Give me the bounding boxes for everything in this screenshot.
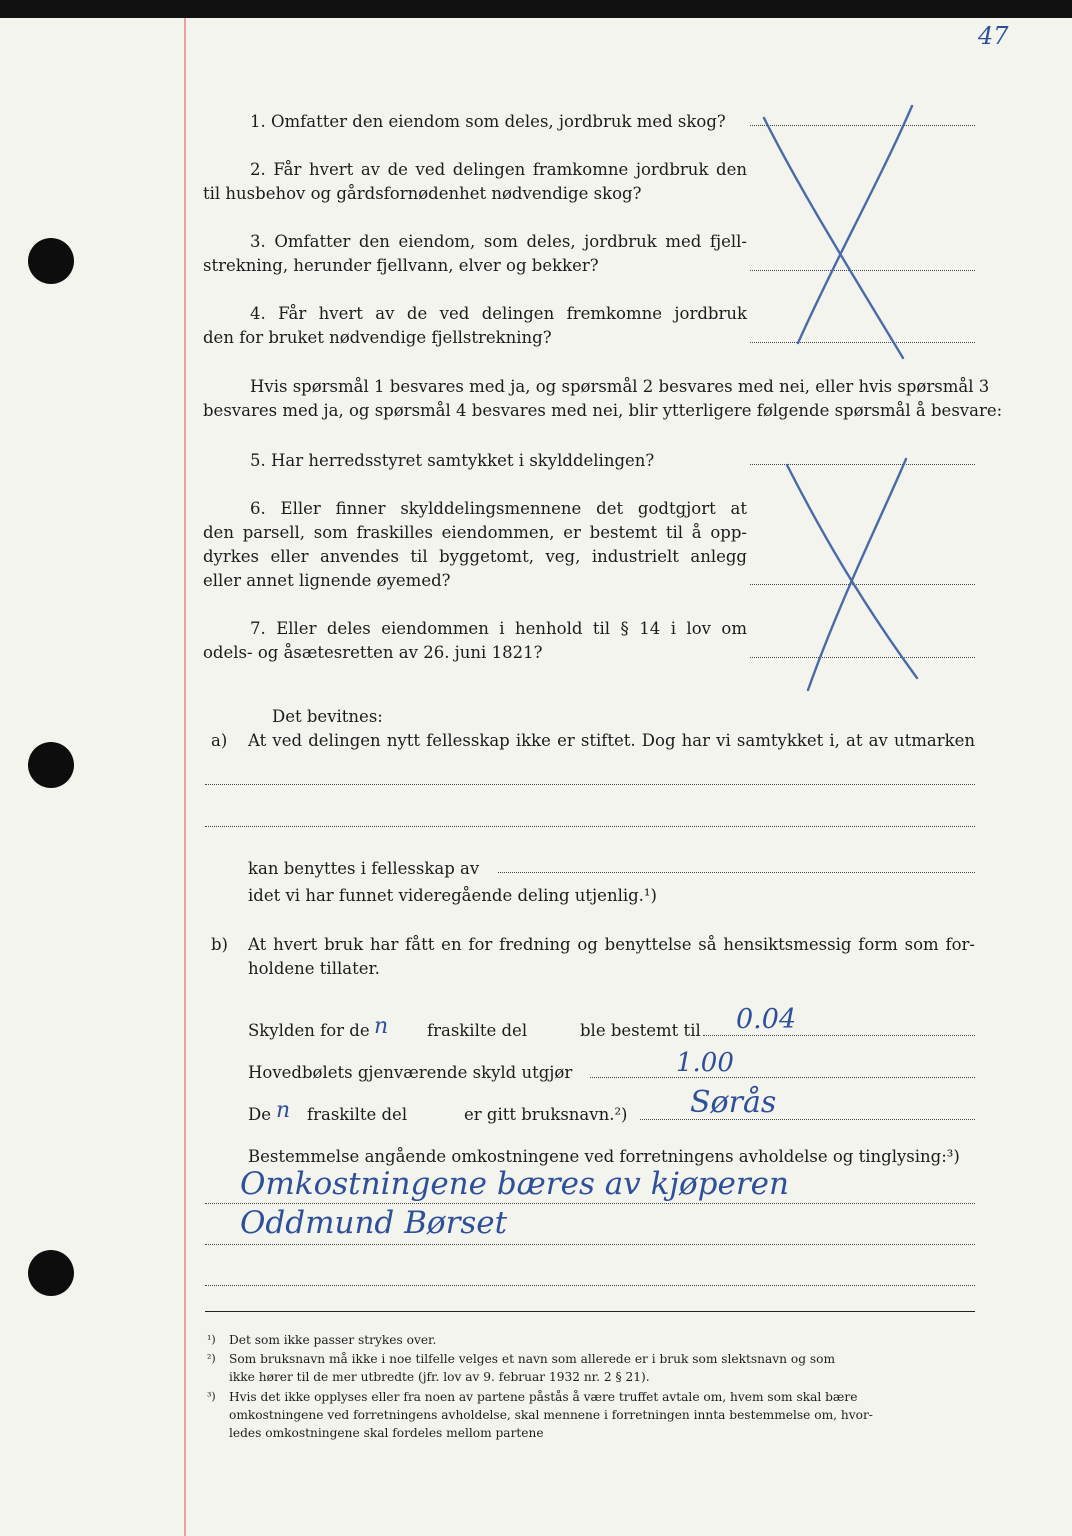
item-a-marker: a) — [211, 731, 228, 750]
costs-label: Bestemmelse angående omkostningene ved forretningens avholdelse og tinglysing:³) — [248, 1147, 960, 1166]
cross-stroke — [798, 106, 912, 343]
question-6-line-3: dyrkes eller anvendes til byggetomt, veg, industrielt anlegg — [203, 547, 747, 566]
footnote-1-line-1: Det som ikke passer strykes over. — [229, 1333, 437, 1347]
footnote-1-mark: ¹) — [207, 1333, 216, 1346]
item-a-text: At ved delingen nytt fellesskap ikke er stiftet. Dog har vi samtykket i, at av utmarken — [248, 731, 975, 750]
condition-line-2: besvares med ja, og spørsmål 4 besvares med nei, blir ytterligere følgende spørsmål å besvare: — [203, 401, 1003, 420]
name-value: Sørås — [690, 1085, 777, 1120]
question-2-line-2: til husbehov og gårdsfornødenhet nødvendige skog? — [203, 184, 642, 203]
footnote-2-mark: ²) — [207, 1352, 216, 1365]
skyld-end-label: ble bestemt til — [580, 1021, 701, 1040]
question-3-line-2: strekning, herunder fjellvann, elver og bekker? — [203, 256, 599, 275]
certification-heading: Det bevitnes: — [272, 707, 383, 726]
name-end-label: er gitt bruksnavn.²) — [464, 1105, 628, 1124]
question-5-line-1: 5. Har herredsstyret samtykket i skylddelingen? — [250, 451, 655, 470]
question-7-line-2: odels- og åsætesretten av 26. juni 1821? — [203, 643, 543, 662]
skyld-label: Skylden for de — [248, 1021, 370, 1040]
footnote-2-line-1: Som bruksnavn må ikke i noe tilfelle velges et navn som allerede er i bruk som slektsnavn og som — [229, 1352, 836, 1366]
item-a-reason: idet vi har funnet videregående deling utjenlig.¹) — [248, 886, 657, 905]
cross-stroke — [764, 118, 903, 358]
cross-stroke — [787, 465, 917, 678]
costs-handwritten-line-1: Omkostningene bæres av kjøperen — [240, 1166, 789, 1202]
question-2-line-1: 2. Får hvert av de ved delingen framkomne jordbruk den — [250, 160, 747, 179]
question-4-line-1: 4. Får hvert av de ved delingen fremkomne jordbruk — [250, 304, 747, 323]
question-6-line-2: den parsell, som fraskilles eiendommen, er bestemt til å opp- — [203, 523, 747, 542]
question-3-line-1: 3. Omfatter den eiendom, som deles, jordbruk med fjell- — [250, 232, 747, 251]
name-mid-label: fraskilte del — [307, 1105, 408, 1124]
question-1-line-1: 1. Omfatter den eiendom som deles, jordbruk med skog? — [250, 112, 726, 131]
item-b-line-2: holdene tillater. — [248, 959, 380, 978]
footnote-2-line-2: ikke hører til de mer utbredte (jfr. lov av 9. februar 1932 nr. 2 § 21). — [229, 1370, 650, 1384]
footnote-3-line-2: omkostningene ved forretningens avholdelse, skal mennene i forretningen innta bestemmelse om, hvor- — [229, 1408, 873, 1422]
name-label: De — [248, 1105, 271, 1124]
skyld-mid-label: fraskilte del — [427, 1021, 528, 1040]
item-b-marker: b) — [211, 935, 228, 954]
remaining-label: Hovedbølets gjenværende skyld utgjør — [248, 1063, 573, 1082]
question-6-line-1: 6. Eller finner skylddelingsmennene det godtgjort at — [250, 499, 747, 518]
question-4-line-2: den for bruket nødvendige fjellstrekning? — [203, 328, 552, 347]
question-6-line-4: eller annet lignende øyemed? — [203, 571, 451, 590]
page-number: 47 — [978, 22, 1009, 50]
item-a-shared-use: kan benyttes i fellesskap av — [248, 859, 480, 878]
skyld-value: 0.04 — [736, 1004, 797, 1035]
costs-handwritten-line-2: Oddmund Børset — [240, 1205, 508, 1241]
footnote-3-line-3: ledes omkostningene skal fordeles mellom partene — [229, 1426, 544, 1440]
question-7-line-1: 7. Eller deles eiendommen i henhold til § 14 i lov om — [250, 619, 747, 638]
remaining-value: 1.00 — [676, 1048, 734, 1078]
skyld-handwritten-suffix: n — [374, 1014, 389, 1039]
item-b-line-1: At hvert bruk har fått en for fredning og benyttelse så hensiktsmessig form som for- — [248, 935, 975, 954]
cross-stroke — [808, 459, 906, 690]
name-handwritten-suffix: n — [276, 1098, 291, 1123]
condition-line-1: Hvis spørsmål 1 besvares med ja, og spørsmål 2 besvares med nei, eller hvis spørsmål 3 — [250, 377, 990, 396]
footnote-3-mark: ³) — [207, 1390, 216, 1403]
footnote-3-line-1: Hvis det ikke opplyses eller fra noen av partene påstås å være truffet avtale om, hvem som skal bære — [229, 1390, 858, 1404]
